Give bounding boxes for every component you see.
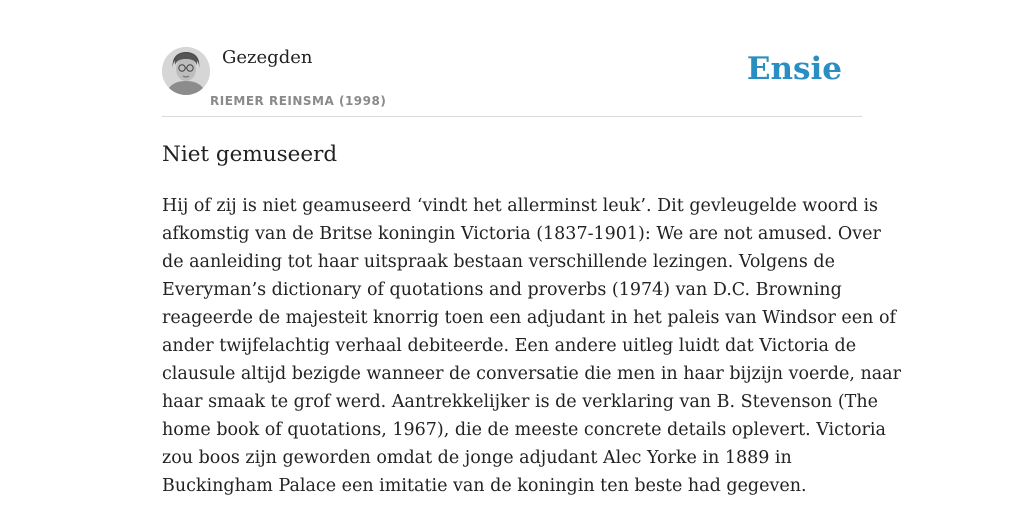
body-line: Everyman’s dictionary of quotations and proverbs (1974) van D.C. Browning: [162, 280, 842, 300]
book-title[interactable]: Gezegden: [222, 47, 313, 68]
body-line: Buckingham Palace een imitatie van de koningin ten beste had gegeven.: [162, 476, 807, 496]
body-line: home book of quotations, 1967), die de meeste concrete details oplevert. Victoria: [162, 420, 886, 440]
header: [162, 46, 862, 117]
body-line: de aanleiding tot haar uitspraak bestaan verschillende lezingen. Volgens de: [162, 252, 835, 272]
ensie-logo[interactable]: Ensie: [746, 51, 842, 87]
body-line: zou boos zijn geworden omdat de jonge adjudant Alec Yorke in 1889 in: [162, 448, 792, 468]
entry-body: [162, 192, 901, 500]
author-portrait-icon: [162, 47, 210, 95]
body-line: ander twijfelachtig verhaal debiteerde. Een andere uitleg luidt dat Victoria de: [162, 336, 857, 356]
author-credit: RIEMER REINSMA (1998): [210, 94, 387, 108]
body-line: haar smaak te grof werd. Aantrekkelijker is de verklaring van B. Stevenson (The: [162, 392, 878, 412]
body-line: clausule altijd bezigde wanneer de conversatie die men in haar bijzijn voerde, naar: [162, 364, 901, 384]
author-avatar[interactable]: [162, 47, 210, 95]
entry-title: Niet gemuseerd: [162, 142, 338, 167]
body-line: Hij of zij is niet geamuseerd ‘vindt het allerminst leuk’. Dit gevleugelde woord is: [162, 196, 879, 216]
body-line: afkomstig van de Britse koningin Victoria (1837-1901): We are not amused. Over: [162, 224, 881, 244]
body-line: reageerde de majesteit knorrig toen een adjudant in het paleis van Windsor een of: [162, 308, 896, 328]
